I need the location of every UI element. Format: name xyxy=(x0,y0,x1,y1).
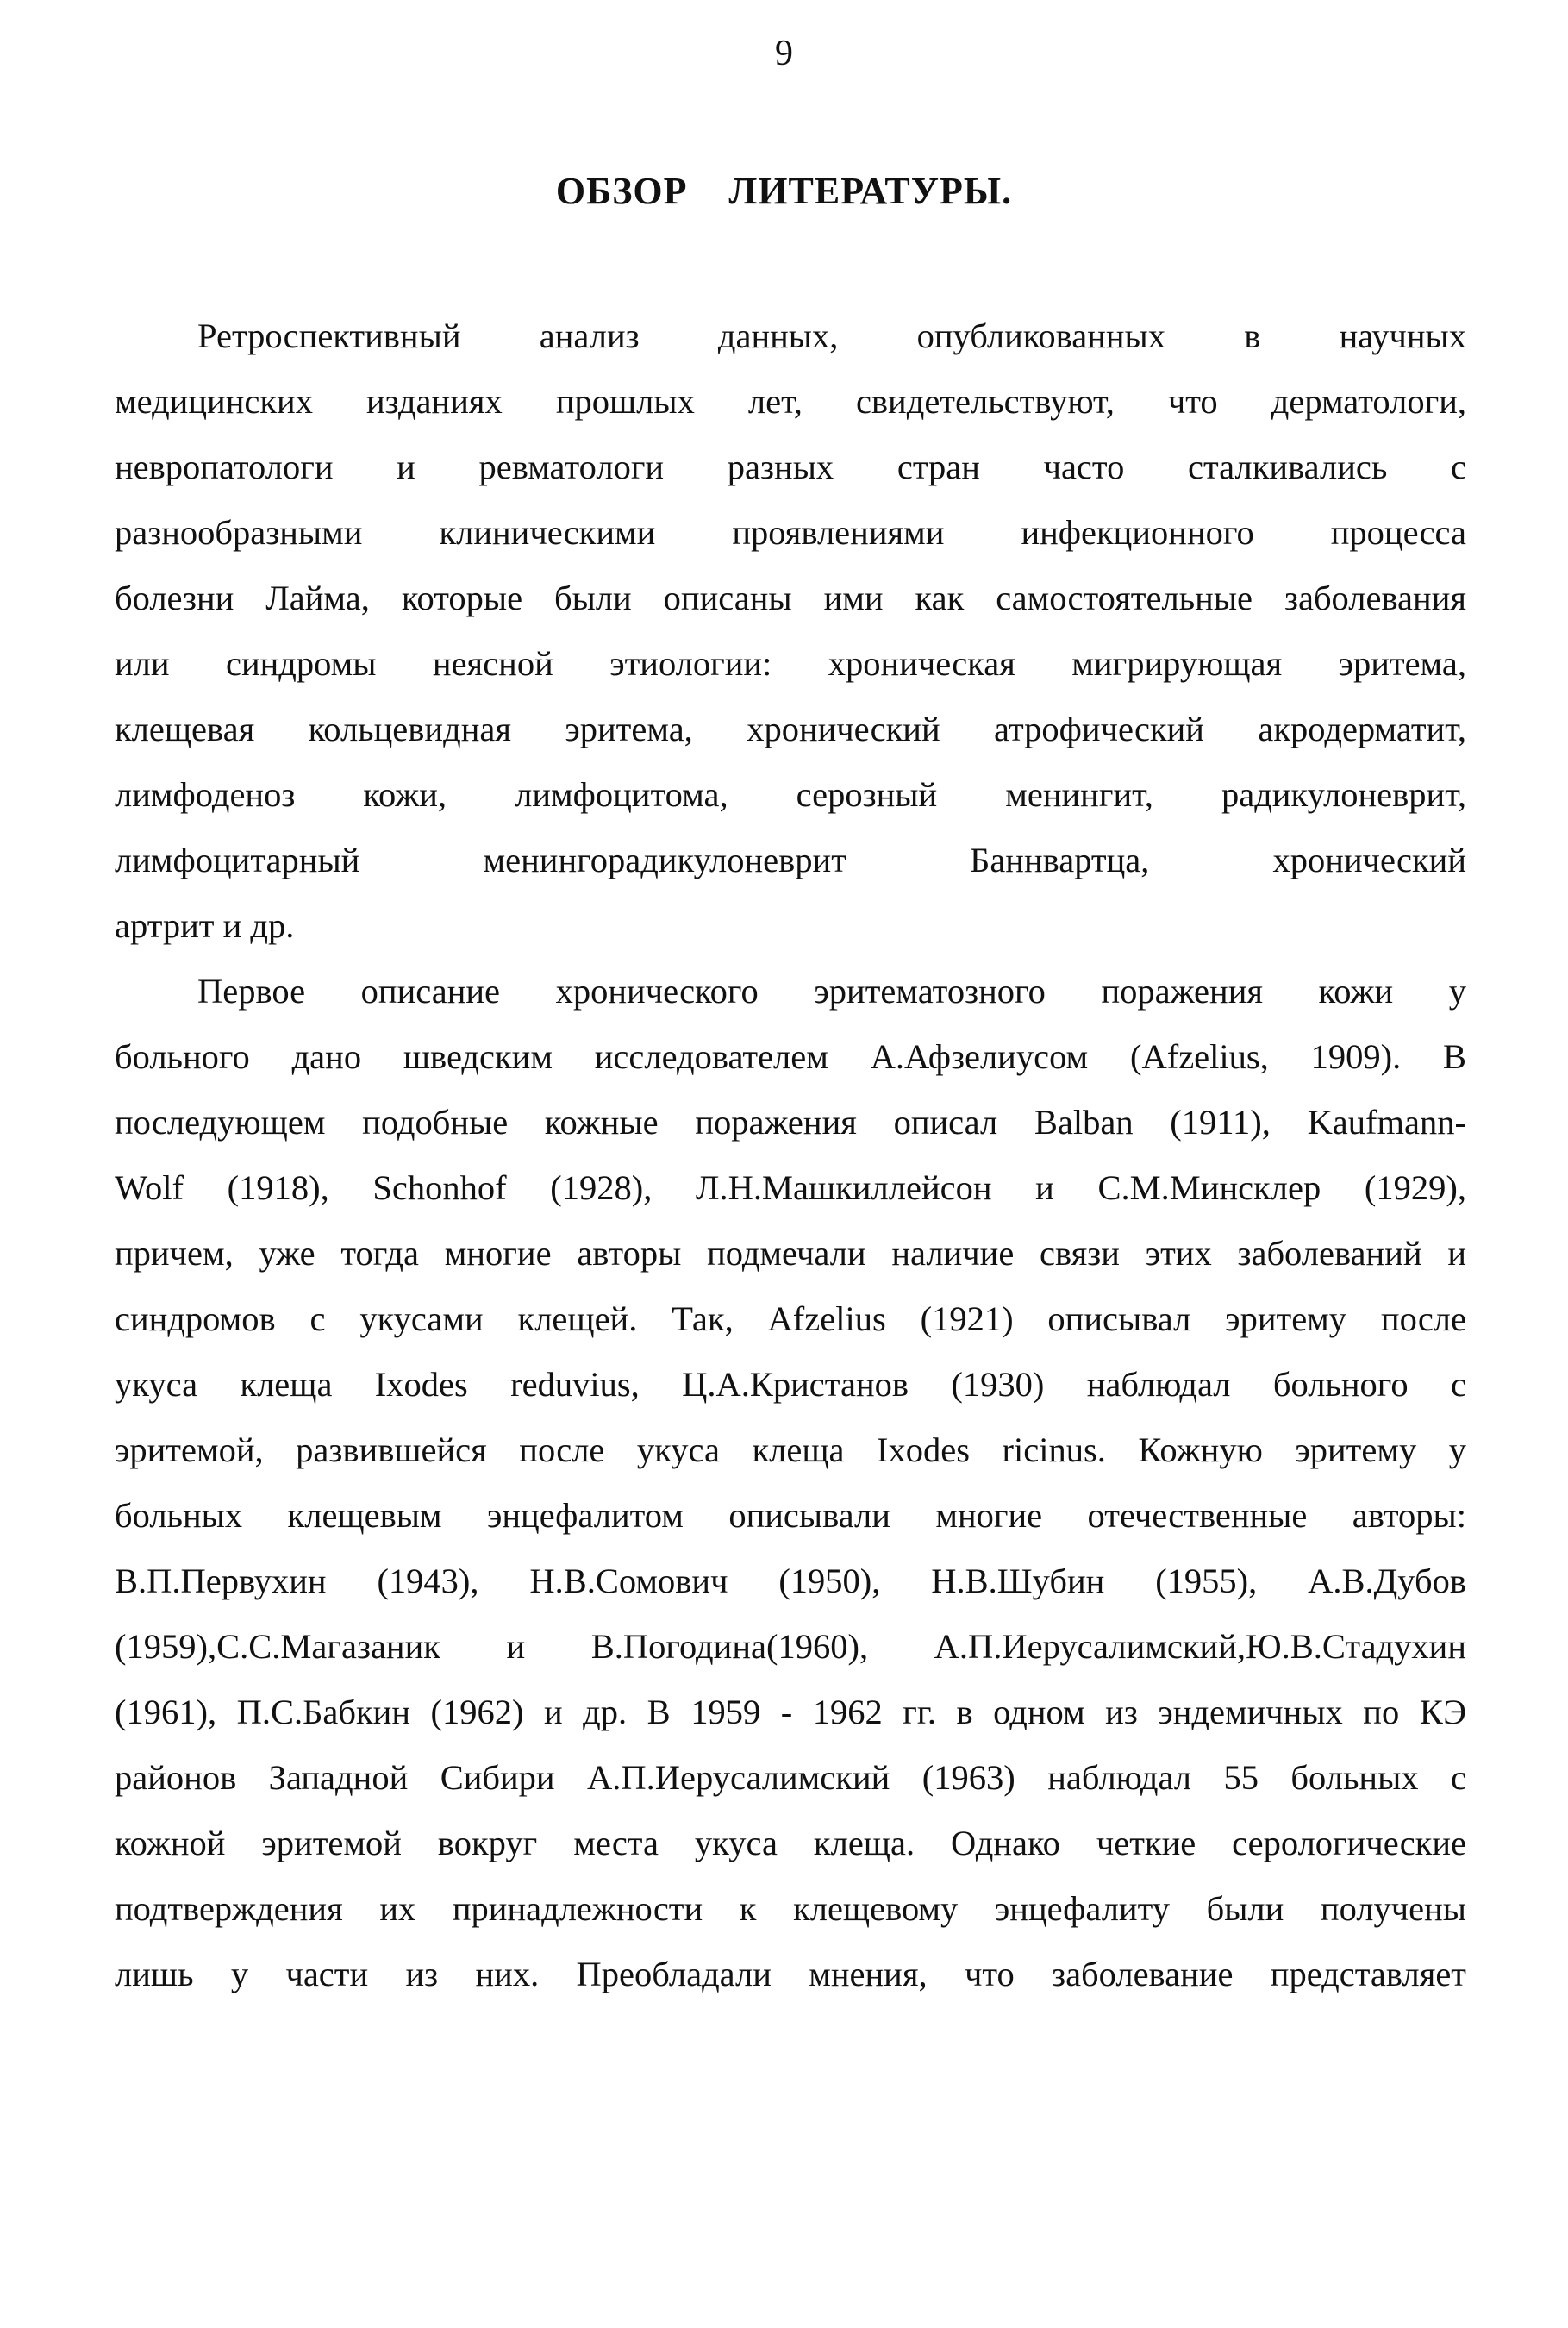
text-line: лишь у части из них. Преобладали мнения, что заболевание представляет xyxy=(115,1955,1466,1993)
text-line: медицинских изданиях прошлых лет, свидетельствуют, что дерматологи, xyxy=(115,382,1466,421)
text-line: Ретроспективный анализ данных, опубликованных в научных xyxy=(197,316,1466,355)
text-line: Wolf (1918), Schonhof (1928), Л.Н.Машкиллейсон и С.М.Минсклер (1929), xyxy=(115,1168,1466,1207)
text-line: причем, уже тогда многие авторы подмечали наличие связи этих заболеваний и xyxy=(115,1234,1466,1273)
page-number: 9 xyxy=(775,34,793,73)
text-line: В.П.Первухин (1943), Н.В.Сомович (1950), Н.В.Шубин (1955), А.В.Дубов xyxy=(115,1561,1466,1600)
text-line: синдромов с укусами клещей. Так, Afzelius (1921) описывал эритему после xyxy=(115,1299,1466,1338)
text-line: разнообразными клиническими проявлениями инфекционного процесса xyxy=(115,513,1466,552)
text-line: районов Западной Сибири А.П.Иерусалимский (1963) наблюдал 55 больных с xyxy=(115,1758,1466,1797)
text-line: артрит и др. xyxy=(115,906,295,945)
text-line: (1961), П.С.Бабкин (1962) и др. В 1959 - 1962 гг. в одном из эндемичных по КЭ xyxy=(115,1693,1466,1731)
text-line: лимфоденоз кожи, лимфоцитома, серозный менингит, радикулоневрит, xyxy=(115,775,1466,814)
text-line: невропатологи и ревматологи разных стран часто сталкивались с xyxy=(115,447,1466,486)
text-line: эритемой, развившейся после укуса клеща Ixodes ricinus. Кожную эритему у xyxy=(115,1430,1466,1469)
text-line: болезни Лайма, которые были описаны ими как самостоятельные заболевания xyxy=(115,579,1466,617)
text-line: или синдромы неясной этиологии: хроническая мигрирующая эритема, xyxy=(115,644,1466,683)
text-line: (1959),С.С.Магазаник и В.Погодина(1960), А.П.Иерусалимский,Ю.В.Стадухин xyxy=(115,1627,1466,1666)
text-line: клещевая кольцевидная эритема, хронический атрофический акродерматит, xyxy=(115,710,1466,748)
text-line: укуса клеща Ixodes reduvius, Ц.А.Кристанов (1930) наблюдал больного с xyxy=(115,1365,1466,1404)
text-line: больных клещевым энцефалитом описывали многие отечественные авторы: xyxy=(115,1496,1466,1535)
text-line: Первое описание хронического эритематозного поражения кожи у xyxy=(197,972,1466,1011)
text-line: кожной эритемой вокруг места укуса клеща. Однако четкие серологические xyxy=(115,1824,1466,1862)
section-heading: ОБЗОР ЛИТЕРАТУРЫ. xyxy=(555,170,1013,212)
text-line: больного дано шведским исследователем А.Афзелиусом (Afzelius, 1909). В xyxy=(115,1037,1466,1076)
text-line: подтверждения их принадлежности к клещевому энцефалиту были получены xyxy=(115,1889,1466,1928)
text-line: лимфоцитарный менингорадикулоневрит Баннвартца, хронический xyxy=(115,841,1466,879)
text-line: последующем подобные кожные поражения описал Balban (1911), Kaufmann- xyxy=(115,1103,1466,1142)
body-text xyxy=(115,304,1466,2007)
